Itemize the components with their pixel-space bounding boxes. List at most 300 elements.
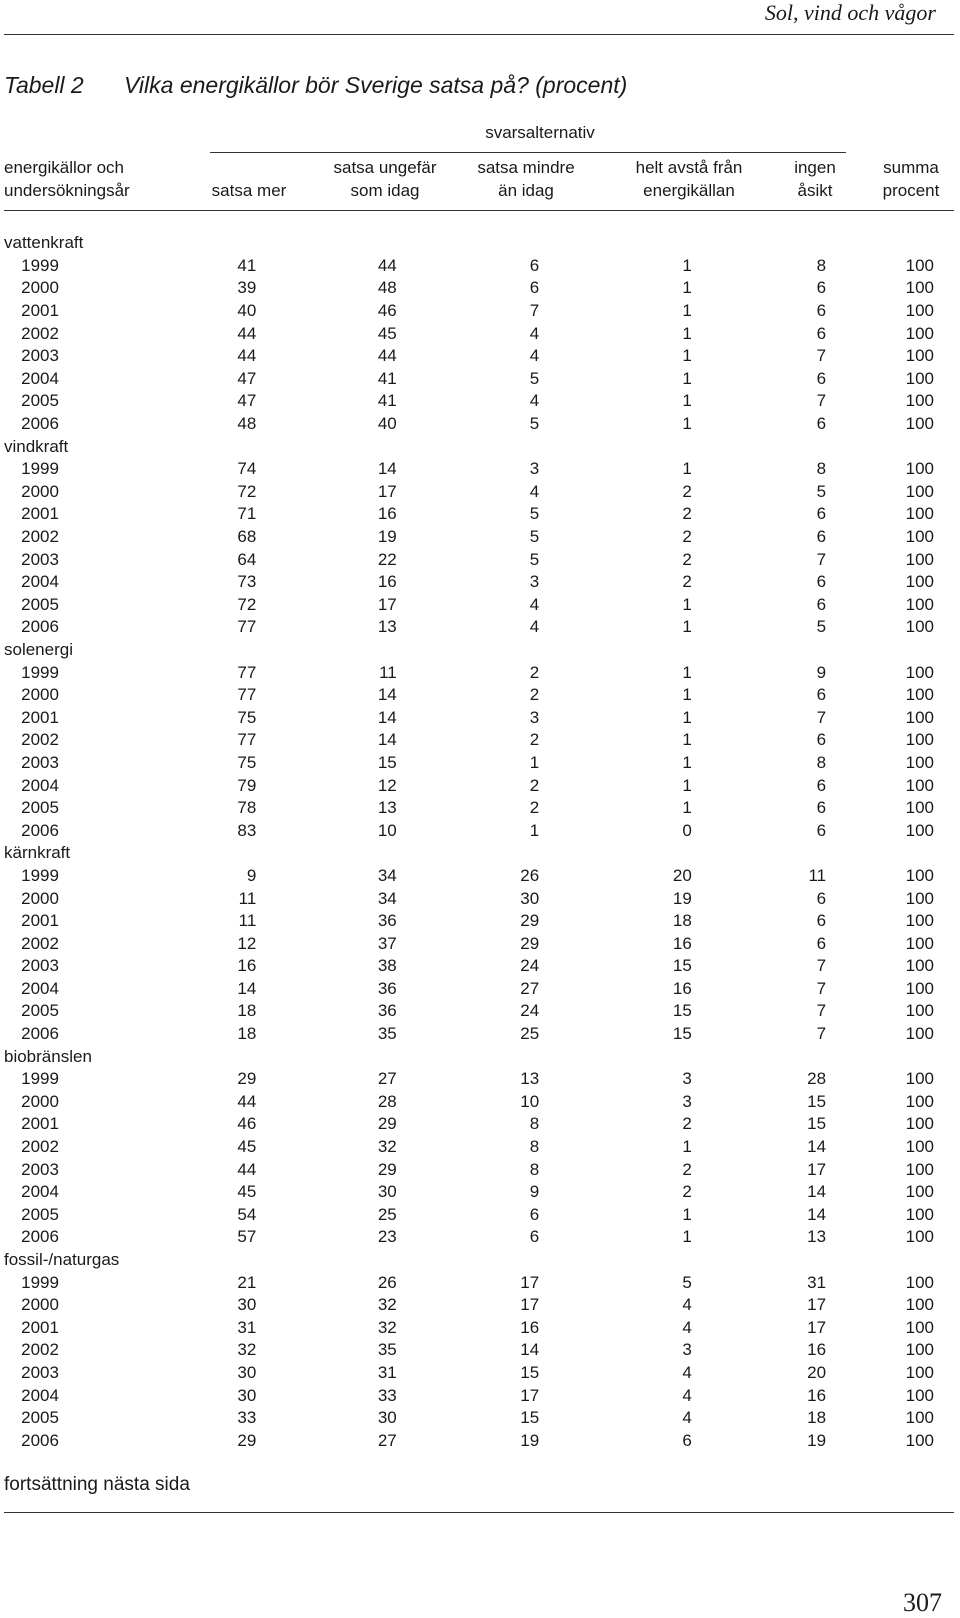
year-cell: 1999 xyxy=(21,459,59,479)
value-cell: 36 xyxy=(377,1001,397,1021)
value-cell: 100 xyxy=(905,798,934,818)
table-row xyxy=(4,503,934,526)
value-cell: 100 xyxy=(905,978,934,998)
value-cell: 16 xyxy=(377,572,397,592)
value-cell: 3 xyxy=(682,1069,692,1089)
value-cell: 15 xyxy=(672,1024,692,1044)
value-cell: 3 xyxy=(682,1091,692,1111)
value-cell: 1 xyxy=(682,1204,692,1224)
value-cell: 32 xyxy=(237,1340,257,1360)
value-cell: 39 xyxy=(237,278,257,298)
year-cell: 2006 xyxy=(21,1430,59,1450)
value-cell: 100 xyxy=(905,933,934,953)
value-cell: 100 xyxy=(905,414,934,434)
table-row xyxy=(4,1068,934,1091)
value-cell: 100 xyxy=(905,1204,934,1224)
value-cell: 100 xyxy=(905,1385,934,1405)
value-cell: 29 xyxy=(237,1069,257,1089)
value-cell: 44 xyxy=(377,346,397,366)
value-cell: 100 xyxy=(905,662,934,682)
value-cell: 12 xyxy=(237,933,257,953)
table-row xyxy=(4,368,934,391)
value-cell: 46 xyxy=(237,1114,257,1134)
table-row xyxy=(4,706,934,729)
value-cell: 18 xyxy=(807,1408,827,1428)
value-cell: 2 xyxy=(529,798,540,818)
year-cell: 2001 xyxy=(21,1317,59,1337)
value-cell: 3 xyxy=(682,1340,692,1360)
table-row xyxy=(4,1339,934,1362)
value-cell: 26 xyxy=(520,865,540,885)
value-cell: 100 xyxy=(905,820,934,840)
year-cell: 2006 xyxy=(21,1227,59,1247)
value-cell: 13 xyxy=(377,617,397,637)
value-cell: 6 xyxy=(816,685,827,705)
table-row xyxy=(4,1271,934,1294)
value-cell: 100 xyxy=(905,527,934,547)
value-cell: 30 xyxy=(520,888,540,908)
value-cell: 75 xyxy=(237,707,257,727)
table-row xyxy=(4,819,934,842)
table-row xyxy=(4,910,934,933)
value-cell: 1 xyxy=(682,798,692,818)
col-header-satsa-mer xyxy=(194,179,304,202)
value-cell: 15 xyxy=(807,1091,827,1111)
value-cell: 4 xyxy=(682,1295,692,1315)
value-cell: 44 xyxy=(237,346,257,366)
value-cell: 5 xyxy=(816,481,827,501)
value-cell: 100 xyxy=(905,1362,934,1382)
value-cell: 30 xyxy=(377,1182,397,1202)
value-cell: 100 xyxy=(905,730,934,750)
value-cell: 14 xyxy=(807,1137,827,1157)
value-cell: 11 xyxy=(379,662,397,682)
value-cell: 7 xyxy=(816,1024,827,1044)
year-cell: 2000 xyxy=(21,685,59,705)
col-header-satsa-ungefar-line-2: som idag xyxy=(350,181,420,200)
value-cell: 40 xyxy=(377,414,397,434)
year-cell: 2003 xyxy=(21,956,59,976)
category-row xyxy=(4,639,934,662)
value-cell: 2 xyxy=(682,549,692,569)
value-cell: 6 xyxy=(816,323,827,343)
value-cell: 29 xyxy=(377,1159,397,1179)
value-cell: 6 xyxy=(529,278,540,298)
table-row xyxy=(4,955,934,978)
table-row xyxy=(4,526,934,549)
value-cell: 14 xyxy=(377,730,397,750)
value-cell: 35 xyxy=(377,1340,397,1360)
value-cell: 19 xyxy=(377,527,397,547)
value-cell: 8 xyxy=(529,1159,540,1179)
value-cell: 100 xyxy=(905,391,934,411)
value-cell: 7 xyxy=(529,301,540,321)
table-row xyxy=(4,1091,934,1114)
value-cell: 100 xyxy=(905,1317,934,1337)
table-title-text: Vilka energikällor bör Sverige satsa på? (procent) xyxy=(124,72,628,98)
year-cell: 2005 xyxy=(21,1001,59,1021)
value-cell: 4 xyxy=(529,617,540,637)
year-cell: 2003 xyxy=(21,1362,59,1382)
table-row xyxy=(4,932,934,955)
value-cell: 16 xyxy=(377,504,397,524)
value-cell: 73 xyxy=(237,572,257,592)
value-cell: 4 xyxy=(529,481,540,501)
table-row xyxy=(4,481,934,504)
table-row xyxy=(4,571,934,594)
value-cell: 100 xyxy=(905,1182,934,1202)
value-cell: 3 xyxy=(529,572,540,592)
value-cell: 45 xyxy=(237,1182,257,1202)
value-cell: 100 xyxy=(905,888,934,908)
value-cell: 5 xyxy=(529,414,540,434)
value-cell: 6 xyxy=(816,888,827,908)
value-cell: 68 xyxy=(237,527,257,547)
value-cell: 100 xyxy=(905,459,934,479)
value-cell: 100 xyxy=(905,1091,934,1111)
value-cell: 27 xyxy=(520,978,540,998)
value-cell: 2 xyxy=(529,730,540,750)
value-cell: 75 xyxy=(237,752,257,772)
year-cell: 1999 xyxy=(21,865,59,885)
value-cell: 28 xyxy=(377,1091,397,1111)
value-cell: 7 xyxy=(816,391,827,411)
value-cell: 13 xyxy=(807,1227,827,1247)
value-cell: 1 xyxy=(682,617,692,637)
value-cell: 15 xyxy=(672,1001,692,1021)
value-cell: 77 xyxy=(237,685,257,705)
value-cell: 2 xyxy=(682,527,692,547)
col-header-summa-procent-line-2: procent xyxy=(882,181,940,200)
value-cell: 4 xyxy=(529,323,540,343)
value-cell: 1 xyxy=(682,775,692,795)
table-row xyxy=(4,390,934,413)
value-cell: 15 xyxy=(807,1114,827,1134)
value-cell: 19 xyxy=(807,1430,827,1450)
year-cell: 2005 xyxy=(21,1204,59,1224)
value-cell: 6 xyxy=(529,255,540,275)
value-cell: 47 xyxy=(237,368,257,388)
value-cell: 100 xyxy=(905,1295,934,1315)
category-label: fossil-/naturgas xyxy=(4,1250,120,1270)
year-cell: 2006 xyxy=(21,414,59,434)
value-cell: 100 xyxy=(905,1272,934,1292)
value-cell: 2 xyxy=(682,504,692,524)
value-cell: 13 xyxy=(377,798,397,818)
year-cell: 2002 xyxy=(21,323,59,343)
value-cell: 1 xyxy=(682,730,692,750)
value-cell: 100 xyxy=(905,323,934,343)
value-cell: 5 xyxy=(816,617,827,637)
value-cell: 37 xyxy=(377,933,397,953)
value-cell: 30 xyxy=(377,1408,397,1428)
col-header-helt-avsta-line-1: helt avstå från xyxy=(635,158,743,177)
value-cell: 29 xyxy=(520,933,540,953)
value-cell: 7 xyxy=(816,707,827,727)
category-label: kärnkraft xyxy=(4,843,71,863)
table-row xyxy=(4,797,934,820)
value-cell: 1 xyxy=(682,752,692,772)
col-header-satsa-mindre xyxy=(461,156,591,202)
table-row xyxy=(4,1113,934,1136)
group-header-rule xyxy=(210,152,846,153)
value-cell: 25 xyxy=(377,1204,397,1224)
value-cell: 100 xyxy=(905,301,934,321)
value-cell: 6 xyxy=(816,933,827,953)
col-header-ingen-asikt-line-2: åsikt xyxy=(797,181,833,200)
running-head: Sol, vind och vågor xyxy=(764,0,936,25)
table-row xyxy=(4,1317,934,1340)
year-cell: 2001 xyxy=(21,301,59,321)
value-cell: 18 xyxy=(237,1001,257,1021)
value-cell: 1 xyxy=(682,685,692,705)
data-table-body xyxy=(4,232,934,1452)
value-cell: 100 xyxy=(905,549,934,569)
year-cell: 2001 xyxy=(21,1114,59,1134)
value-cell: 8 xyxy=(816,459,827,479)
value-cell: 26 xyxy=(377,1272,397,1292)
table-row xyxy=(4,413,934,436)
col-header-helt-avsta-line-2: energikällan xyxy=(643,181,735,200)
value-cell: 30 xyxy=(237,1385,257,1405)
value-cell: 1 xyxy=(682,414,692,434)
year-cell: 2006 xyxy=(21,617,59,637)
year-cell: 2003 xyxy=(21,549,59,569)
value-cell: 6 xyxy=(816,527,827,547)
stub-header xyxy=(4,156,130,202)
value-cell: 1 xyxy=(529,752,540,772)
col-header-satsa-mer-line-1: satsa mer xyxy=(211,181,287,200)
year-cell: 2006 xyxy=(21,820,59,840)
value-cell: 8 xyxy=(529,1114,540,1134)
value-cell: 44 xyxy=(237,323,257,343)
value-cell: 1 xyxy=(682,391,692,411)
value-cell: 33 xyxy=(377,1385,397,1405)
table-row xyxy=(4,1429,934,1452)
value-cell: 4 xyxy=(529,391,540,411)
value-cell: 30 xyxy=(237,1295,257,1315)
value-cell: 1 xyxy=(682,368,692,388)
table-row xyxy=(4,1136,934,1159)
category-label: biobränslen xyxy=(4,1046,92,1066)
value-cell: 23 xyxy=(377,1227,397,1247)
value-cell: 27 xyxy=(377,1069,397,1089)
col-header-satsa-mindre-line-2: än idag xyxy=(498,181,554,200)
value-cell: 57 xyxy=(237,1227,257,1247)
value-cell: 17 xyxy=(807,1159,827,1179)
value-cell: 14 xyxy=(377,707,397,727)
value-cell: 1 xyxy=(682,323,692,343)
year-cell: 2002 xyxy=(21,933,59,953)
value-cell: 78 xyxy=(237,798,257,818)
year-cell: 1999 xyxy=(21,662,59,682)
value-cell: 2 xyxy=(529,775,540,795)
value-cell: 2 xyxy=(682,1182,692,1202)
value-cell: 16 xyxy=(672,933,692,953)
value-cell: 11 xyxy=(808,865,827,885)
value-cell: 14 xyxy=(807,1204,827,1224)
value-cell: 44 xyxy=(237,1159,257,1179)
value-cell: 17 xyxy=(807,1295,827,1315)
value-cell: 24 xyxy=(520,1001,540,1021)
value-cell: 100 xyxy=(905,775,934,795)
value-cell: 5 xyxy=(529,549,540,569)
value-cell: 18 xyxy=(672,911,692,931)
value-cell: 15 xyxy=(672,956,692,976)
value-cell: 19 xyxy=(672,888,692,908)
value-cell: 34 xyxy=(377,865,397,885)
col-header-satsa-mindre-line-1: satsa mindre xyxy=(477,158,575,177)
value-cell: 1 xyxy=(682,594,692,614)
table-row xyxy=(4,752,934,775)
value-cell: 1 xyxy=(682,459,692,479)
value-cell: 100 xyxy=(905,504,934,524)
year-cell: 2000 xyxy=(21,481,59,501)
value-cell: 17 xyxy=(520,1295,540,1315)
year-cell: 2000 xyxy=(21,1091,59,1111)
value-cell: 38 xyxy=(377,956,397,976)
value-cell: 100 xyxy=(905,1114,934,1134)
value-cell: 100 xyxy=(905,368,934,388)
value-cell: 7 xyxy=(816,1001,827,1021)
year-cell: 2003 xyxy=(21,346,59,366)
table-row xyxy=(4,1384,934,1407)
table-row xyxy=(4,594,934,617)
table-row xyxy=(4,1204,934,1227)
value-cell: 2 xyxy=(682,481,692,501)
value-cell: 8 xyxy=(529,1137,540,1157)
year-cell: 2006 xyxy=(21,1024,59,1044)
table-row xyxy=(4,1226,934,1249)
value-cell: 7 xyxy=(816,978,827,998)
value-cell: 83 xyxy=(237,820,257,840)
value-cell: 100 xyxy=(905,1137,934,1157)
value-cell: 18 xyxy=(237,1024,257,1044)
value-cell: 6 xyxy=(816,301,827,321)
value-cell: 100 xyxy=(905,707,934,727)
value-cell: 6 xyxy=(816,798,827,818)
year-cell: 2004 xyxy=(21,978,59,998)
value-cell: 100 xyxy=(905,255,934,275)
value-cell: 77 xyxy=(237,662,257,682)
value-cell: 100 xyxy=(905,865,934,885)
value-cell: 1 xyxy=(682,278,692,298)
value-cell: 6 xyxy=(816,572,827,592)
value-cell: 100 xyxy=(905,1159,934,1179)
value-cell: 31 xyxy=(237,1317,257,1337)
value-cell: 29 xyxy=(520,911,540,931)
col-header-summa-procent-line-1: summa xyxy=(883,158,939,177)
value-cell: 16 xyxy=(807,1340,827,1360)
value-cell: 10 xyxy=(520,1091,540,1111)
value-cell: 17 xyxy=(807,1317,827,1337)
value-cell: 100 xyxy=(905,594,934,614)
value-cell: 5 xyxy=(529,368,540,388)
value-cell: 16 xyxy=(672,978,692,998)
table-row xyxy=(4,1294,934,1317)
data-table xyxy=(4,232,934,1452)
value-cell: 15 xyxy=(520,1362,540,1382)
value-cell: 17 xyxy=(377,594,397,614)
year-cell: 2001 xyxy=(21,911,59,931)
value-cell: 77 xyxy=(237,617,257,637)
table-number: Tabell 2 xyxy=(4,72,84,98)
value-cell: 41 xyxy=(377,368,397,388)
value-cell: 31 xyxy=(807,1272,827,1292)
value-cell: 100 xyxy=(905,1340,934,1360)
table-row xyxy=(4,729,934,752)
value-cell: 6 xyxy=(816,414,827,434)
value-cell: 45 xyxy=(237,1137,257,1157)
col-header-helt-avsta xyxy=(614,156,764,202)
value-cell: 13 xyxy=(520,1069,540,1089)
value-cell: 6 xyxy=(816,730,827,750)
value-cell: 100 xyxy=(905,685,934,705)
table-row xyxy=(4,1158,934,1181)
table-row xyxy=(4,1407,934,1430)
value-cell: 16 xyxy=(807,1385,827,1405)
category-row xyxy=(4,1045,934,1068)
value-cell: 11 xyxy=(238,888,257,908)
value-cell: 6 xyxy=(682,1430,692,1450)
value-cell: 14 xyxy=(377,685,397,705)
value-cell: 44 xyxy=(237,1091,257,1111)
value-cell: 41 xyxy=(237,255,257,275)
value-cell: 1 xyxy=(682,707,692,727)
value-cell: 47 xyxy=(237,391,257,411)
table-row xyxy=(4,1023,934,1046)
value-cell: 1 xyxy=(682,346,692,366)
value-cell: 8 xyxy=(816,752,827,772)
value-cell: 6 xyxy=(529,1227,540,1247)
value-cell: 2 xyxy=(682,1114,692,1134)
value-cell: 8 xyxy=(816,255,827,275)
value-cell: 44 xyxy=(377,255,397,275)
year-cell: 2004 xyxy=(21,1385,59,1405)
header-rule xyxy=(4,210,954,211)
col-header-satsa-ungefar xyxy=(320,156,450,202)
value-cell: 100 xyxy=(905,1069,934,1089)
table-row xyxy=(4,345,934,368)
year-cell: 2004 xyxy=(21,1182,59,1202)
value-cell: 3 xyxy=(529,707,540,727)
year-cell: 2005 xyxy=(21,798,59,818)
value-cell: 4 xyxy=(682,1408,692,1428)
year-cell: 2005 xyxy=(21,594,59,614)
value-cell: 2 xyxy=(529,685,540,705)
year-cell: 2005 xyxy=(21,391,59,411)
col-header-ingen-asikt-line-1: ingen xyxy=(794,158,836,177)
category-label: vindkraft xyxy=(4,436,69,456)
value-cell: 25 xyxy=(520,1024,540,1044)
value-cell: 5 xyxy=(682,1272,692,1292)
col-header-satsa-ungefar-line-1: satsa ungefär xyxy=(333,158,437,177)
value-cell: 10 xyxy=(377,820,397,840)
table-row xyxy=(4,255,934,278)
table-row xyxy=(4,458,934,481)
value-cell: 1 xyxy=(682,1137,692,1157)
table-row xyxy=(4,684,934,707)
value-cell: 6 xyxy=(816,368,827,388)
table-row xyxy=(4,1181,934,1204)
value-cell: 29 xyxy=(377,1114,397,1134)
stub-header-line-2: undersökningsår xyxy=(4,181,130,200)
value-cell: 35 xyxy=(377,1024,397,1044)
value-cell: 100 xyxy=(905,346,934,366)
stub-header-line-1: energikällor och xyxy=(4,158,125,177)
value-cell: 4 xyxy=(682,1362,692,1382)
value-cell: 6 xyxy=(816,594,827,614)
